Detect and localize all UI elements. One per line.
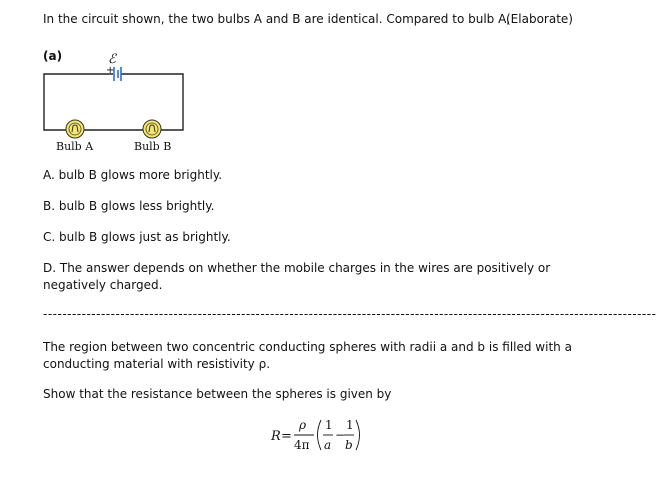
formula-equals: = (281, 429, 292, 444)
bulb-b-label: Bulb B (134, 140, 172, 153)
formula-one-over-a-numerator: 1 (325, 418, 333, 432)
formula-minus: − (335, 428, 346, 442)
formula-rho: ρ (299, 418, 307, 432)
section-separator: ------------------------------------------------------------------------------------------------------------------------------- (43, 307, 656, 321)
bulb-b-icon (143, 120, 161, 138)
formula-a: a (324, 438, 332, 452)
formula-b: b (345, 438, 353, 452)
resistance-formula (262, 412, 372, 458)
emf-symbol: ℰ (108, 52, 116, 67)
question-1-text: In the circuit shown, the two bulbs A and B are identical. Compared to bulb A, (43, 12, 511, 26)
bulb-a-label: Bulb A (56, 140, 94, 153)
figure-label: (a) (43, 49, 63, 63)
question-2-instruction: Show that the resistance between the spheres is given by (43, 387, 392, 401)
option-b: B. bulb B glows less brightly. (43, 199, 215, 213)
question-2-text: The region between two concentric conducting spheres with radii a and b is filled with a conducting material with resistivity ρ. (43, 340, 572, 371)
option-d: D. The answer depends on whether the mobile charges in the wires are positively or negatively charged. (43, 261, 551, 292)
formula-lhs: R (271, 429, 281, 444)
circuit-wires (44, 74, 183, 130)
option-a: A. bulb B glows more brightly. (43, 168, 223, 182)
elaborate-tag: (Elaborate) (506, 12, 573, 26)
battery-icon (114, 67, 121, 81)
circuit-figure (40, 44, 200, 156)
formula-four-pi: 4π (294, 438, 310, 452)
battery-plus-sign: + (106, 65, 115, 76)
formula-one-over-b-numerator: 1 (346, 418, 354, 432)
bulb-a-icon (66, 120, 84, 138)
option-c: C. bulb B glows just as brightly. (43, 230, 231, 244)
